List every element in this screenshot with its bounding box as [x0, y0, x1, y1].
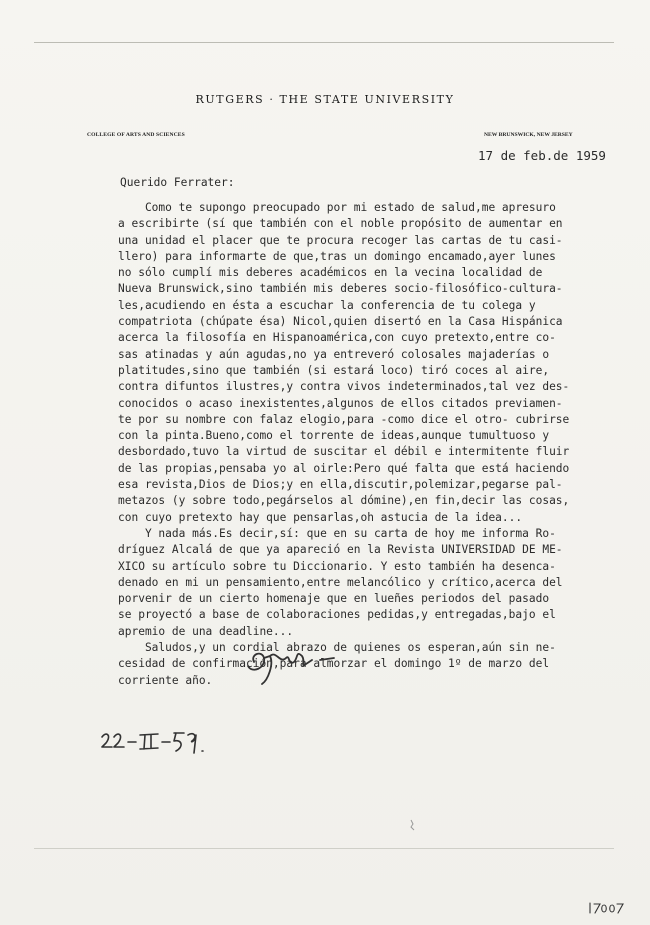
- paper-mark: [408, 818, 418, 832]
- letter-line: apremio de una deadline...: [118, 624, 294, 638]
- letter-line: Como te supongo preocupado por mi estado de salud,me apresuro: [118, 201, 556, 214]
- letter-line: con cuyo pretexto hay que pensarlas,oh astucia de la idea...: [118, 510, 523, 524]
- letter-line: XICO su artículo sobre tu Diccionario. Y esto también ha desenca-: [118, 559, 556, 573]
- letter-line: Saludos,y un cordial abrazo de quienes os esperan,aún sin ne-: [118, 641, 556, 655]
- letter-line: Nueva Brunswick,sino también mis deberes socio-filosófico-cultura-: [118, 282, 563, 296]
- letter-line: acerca la filosofía en Hispanoamérica,con cuyo pretexto,entre co-: [118, 331, 556, 345]
- letter-line: metazos (y sobre todo,pegárselos al dómine),en fin,decir las cosas,: [118, 494, 570, 508]
- letter-date: 17 de feb.de 1959: [478, 148, 606, 163]
- letterhead-title: RUTGERS · THE STATE UNIVERSITY: [195, 93, 455, 106]
- letter-line: denado en mi un pensamiento,entre melancólico y crítico,acerca del: [118, 575, 563, 589]
- letter-line: les,acudiendo en ésta a escuchar la conferencia de tu colega y: [118, 298, 536, 312]
- archive-number: [587, 900, 627, 916]
- top-rule: [34, 42, 614, 43]
- handwritten-signature: [240, 640, 350, 688]
- letter-line: esa revista,Dios de Dios;y en ella,discutir,polemizar,pegarse pal-: [118, 478, 563, 492]
- bottom-rule: [34, 848, 614, 849]
- letter-line: no sólo cumplí mis deberes académicos en la vecina localidad de: [118, 266, 543, 280]
- letter-line: de las propias,pensaba yo al oirle:Pero qué falta que está haciendo: [118, 461, 570, 475]
- handwritten-date: [100, 727, 210, 759]
- letter-line: Y nada más.Es decir,sí: que en su carta de hoy me informa Ro-: [118, 526, 556, 540]
- letter-line: se proyectó a base de colaboraciones pedidas,y entregadas,bajo el: [118, 608, 556, 622]
- letter-line: platitudes,sino que también (si estará loco) tiró coces al aire,: [118, 363, 550, 377]
- letterhead-place: NEW BRUNSWICK, NEW JERSEY: [484, 132, 573, 138]
- letter-line: te por su nombre con falaz elogio,para -como dice el otro- cubrirse: [118, 412, 570, 426]
- letter-line: compatriota (chúpate ésa) Nicol,quien disertó en la Casa Hispánica: [118, 315, 563, 329]
- letter-line: con la pinta.Bueno,como el torrente de ideas,aunque tumultuoso y: [118, 429, 550, 443]
- letter-line: dríguez Alcalá de que ya apareció en la Revista UNIVERSIDAD DE ME-: [118, 543, 563, 557]
- letterhead-college: COLLEGE OF ARTS AND SCIENCES: [87, 132, 185, 138]
- salutation: Querido Ferrater:: [120, 176, 235, 189]
- letter-line: llero) para informarte de que,tras un domingo encamado,ayer lunes: [118, 249, 556, 263]
- letter-line: a escribirte (sí que también con el noble propósito de aumentar en: [118, 217, 563, 231]
- letter-line: contra difuntos ilustres,y contra vivos indeterminados,tal vez des-: [118, 380, 570, 394]
- letter-body: [118, 200, 618, 689]
- letter-line: sas atinadas y aún agudas,no ya entreveró colosales majaderías o: [118, 347, 550, 361]
- letter-line: cesidad de confirmación,para almorzar el domingo 1º de marzo del: [118, 657, 550, 671]
- letter-line: una unidad el placer que te procura recoger las cartas de tu casi-: [118, 233, 563, 247]
- letter-line: desbordado,tuvo la virtud de suscitar el débil e intermitente fluir: [118, 445, 570, 459]
- letter-line: porvenir de un cierto homenaje que en lueñes periodos del pasado: [118, 592, 550, 606]
- letter-line: conocidos o acaso inexistentes,algunos de ellos citados previamen-: [118, 396, 563, 410]
- letter-line: corriente año.: [118, 673, 213, 687]
